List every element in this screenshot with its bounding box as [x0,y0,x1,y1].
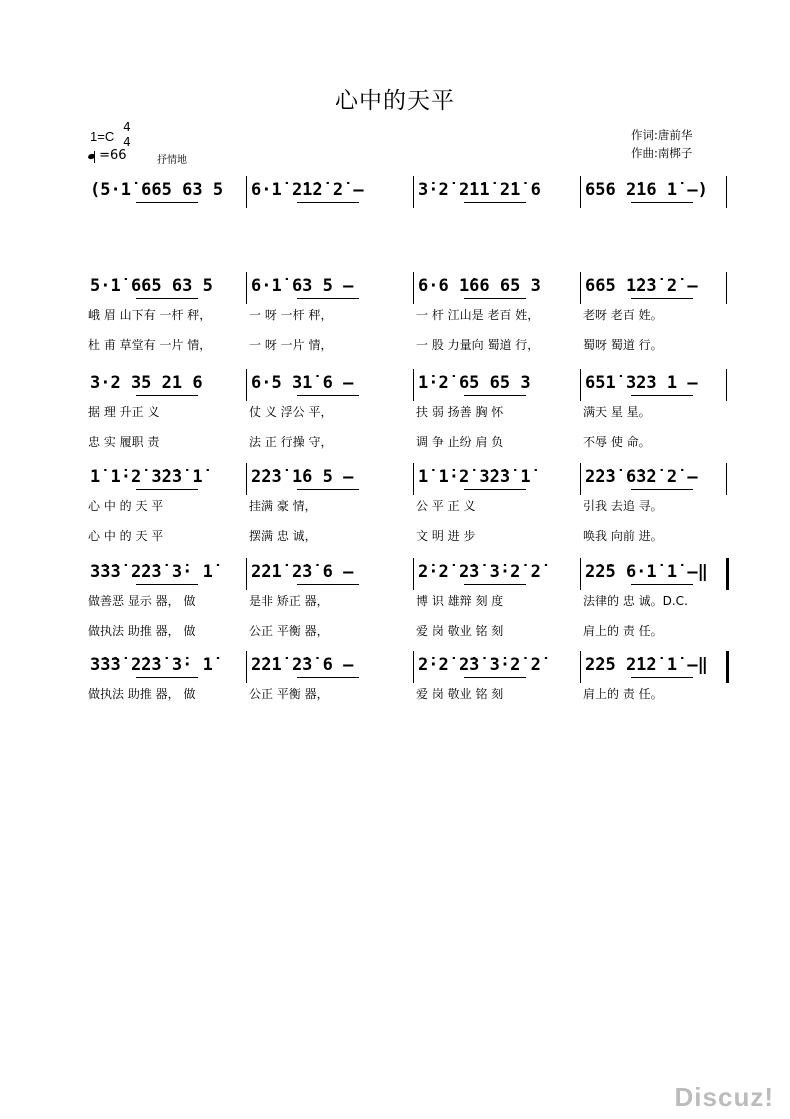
measure-notes: 656 2̇16 1̇ –) [585,180,708,200]
key-signature: 1=C [90,129,115,144]
barline [413,369,414,401]
tempo-value: =66 [99,148,127,163]
final-barline [726,651,729,683]
measure-notes: 6·5 31̇ 6 – [251,373,354,393]
lyric-segment: 一 呀 一杆 秤， [249,308,333,322]
measure-notes: 1̇ 1̇·2̇ 3̇2̇3̇ 1̇ [418,467,531,487]
lyric-segment: 爱 岗 敬业 铭 刻 [416,687,504,701]
song-title: 心中的天平 [335,88,455,114]
beam-line [297,489,359,490]
barline [726,369,727,401]
lyric-segment: 肩上的 责 任。 [583,624,663,638]
measure-notes: 2̇·2̇ 2̇3̇ 3̇·2̇ 2̇ [418,655,541,675]
barline [580,651,581,683]
measure-notes: 2̇2̇3̇ 1̇6 5 – [251,467,354,487]
lyric-segment: 忠 实 履职 责 [88,435,160,449]
beam-line [136,298,198,299]
lyric-segment: 做执法 助推 器， 做 [88,624,196,638]
barline [246,463,247,495]
barline [580,369,581,401]
barline [246,272,247,304]
measure-notes: 2̇2̇1̇ 2̇3̇ 6 – [251,655,354,675]
beam-line [297,298,359,299]
lyric-segment: 公正 平衡 器， [249,624,329,638]
measure-notes: 3̇3̇3̇ 2̇2̇3̇ 3̇· 1̇ [90,562,213,582]
beam-line [297,584,359,585]
measure-notes: 5·1̇ 665 63 5 [90,276,213,296]
lyric-segment: 老呀 老百 姓。 [583,308,663,322]
measure-notes: 3̇·2̇ 2̇1̇1̇ 2̇1̇ 6 [418,180,541,200]
barline [580,176,581,208]
lyric-segment: 一 呀 一片 情， [249,338,333,352]
lyric-segment: 蜀呀 蜀道 行。 [583,338,663,352]
measure-notes: 2̇2̇5 2̇1̇2̇ 1̇ –‖ [585,655,708,675]
beam-line [631,489,693,490]
barline [580,463,581,495]
barline [726,463,727,495]
beam-line [136,395,198,396]
lyric-segment: 引我 去追 寻。 [583,499,663,513]
lyric-segment: 文 明 进 步 [416,529,476,543]
measure-notes: (5·1̇ 665 63 5 [90,180,224,200]
lyric-segment: 是非 矫正 器， [249,594,329,608]
measure-notes: 651̇ 323 1 – [585,373,698,393]
lyric-segment: 满天 星 星。 [583,405,651,419]
beam-line [631,298,693,299]
lyric-segment: 不辱 使 命。 [583,435,651,449]
lyric-segment: 挂满 豪 情， [249,499,317,513]
barline [413,272,414,304]
lyric-segment: 一 股 力量向 蜀道 行， [416,338,540,352]
beam-line [464,202,526,203]
measure-notes: 3·2 35 21 6 [90,373,203,393]
barline [246,651,247,683]
watermark-logo: Discuz! [674,1082,774,1112]
lyric-segment: 一 杆 江山是 老百 姓， [416,308,540,322]
time-signature [122,120,132,150]
lyric-segment: 法律的 忠 诚。D.C. [583,594,688,608]
barline [413,651,414,683]
barline [580,272,581,304]
lyric-segment: 心 中 的 天 平 [88,529,164,543]
lyric-segment: 公正 平衡 器， [249,687,329,701]
quarter-note-icon [88,148,95,163]
barline [413,176,414,208]
tempo-marking [88,148,127,163]
lyric-segment: 据 理 升正 义 [88,405,160,419]
lyric-segment: 心 中 的 天 平 [88,499,164,513]
beam-line [297,677,359,678]
lyric-segment: 博 识 雄辩 刻 度 [416,594,504,608]
lyric-segment: 唤我 向前 进。 [583,529,663,543]
beam-line [136,584,198,585]
lyric-segment: 杜 甫 草堂有 一片 情， [88,338,212,352]
beam-line [136,202,198,203]
beam-line [631,395,693,396]
beam-line [297,395,359,396]
lyric-segment: 公 平 正 义 [416,499,476,513]
lyric-segment: 做执法 助推 器， 做 [88,687,196,701]
barline [413,558,414,590]
time-sig-top: 4 [123,120,131,134]
beam-line [631,202,693,203]
measure-notes: 6·1̇ 2̇1̇2̇ 2̇ – [251,180,364,200]
barline [246,176,247,208]
lyric-segment: 调 争 止纷 肩 负 [416,435,504,449]
measure-notes: 1̇ 1̇·2̇ 3̇2̇3̇ 1̇ [90,467,203,487]
lyric-segment: 扶 弱 扬善 胸 怀 [416,405,504,419]
lyric-segment: 摆满 忠 诚， [249,529,317,543]
measure-notes: 3̇3̇3̇ 2̇2̇3̇ 3̇· 1̇ [90,655,213,675]
beam-line [136,489,198,490]
beam-line [631,677,693,678]
lyric-segment: 峨 眉 山下有 一杆 秤， [88,308,212,322]
lyric-segment: 肩上的 责 任。 [583,687,663,701]
lyricist-credit: 作词:唐前华 [631,128,693,142]
measure-notes: 6·6 1̇66 65 3 [418,276,541,296]
expression-marking: 抒情地 [157,155,187,166]
beam-line [464,395,526,396]
beam-line [464,298,526,299]
measure-notes: 2̇2̇3̇ 6̇3̇2̇ 2̇ – [585,467,698,487]
measure-notes: 2̇·2̇ 2̇3̇ 3̇·2̇ 2̇ [418,562,541,582]
beam-line [464,584,526,585]
beam-line [136,677,198,678]
lyric-segment: 仗 义 浮公 平， [249,405,333,419]
barline [413,463,414,495]
measure-notes: 1̇·2̇ 65 65 3 [418,373,531,393]
barline [726,176,727,208]
time-sig-bottom: 4 [123,135,131,149]
measure-notes: 6·1̇ 63 5 – [251,276,354,296]
barline [246,558,247,590]
measure-notes: 2̇2̇5 6·1̇ 1̇ –‖ [585,562,708,582]
beam-line [631,584,693,585]
barline [580,558,581,590]
measure-notes: 2̇2̇1̇ 2̇3̇ 6 – [251,562,354,582]
lyric-segment: 法 正 行操 守， [249,435,333,449]
lyric-segment: 爱 岗 敬业 铭 刻 [416,624,504,638]
measure-notes: 665 1̇2̇3̇ 2̇ – [585,276,698,296]
barline [726,272,727,304]
beam-line [464,489,526,490]
final-barline [726,558,729,590]
beam-line [464,677,526,678]
beam-line [297,202,359,203]
lyric-segment: 做善恶 显示 器， 做 [88,594,196,608]
barline [246,369,247,401]
composer-credit: 作曲:南梆子 [631,146,693,160]
